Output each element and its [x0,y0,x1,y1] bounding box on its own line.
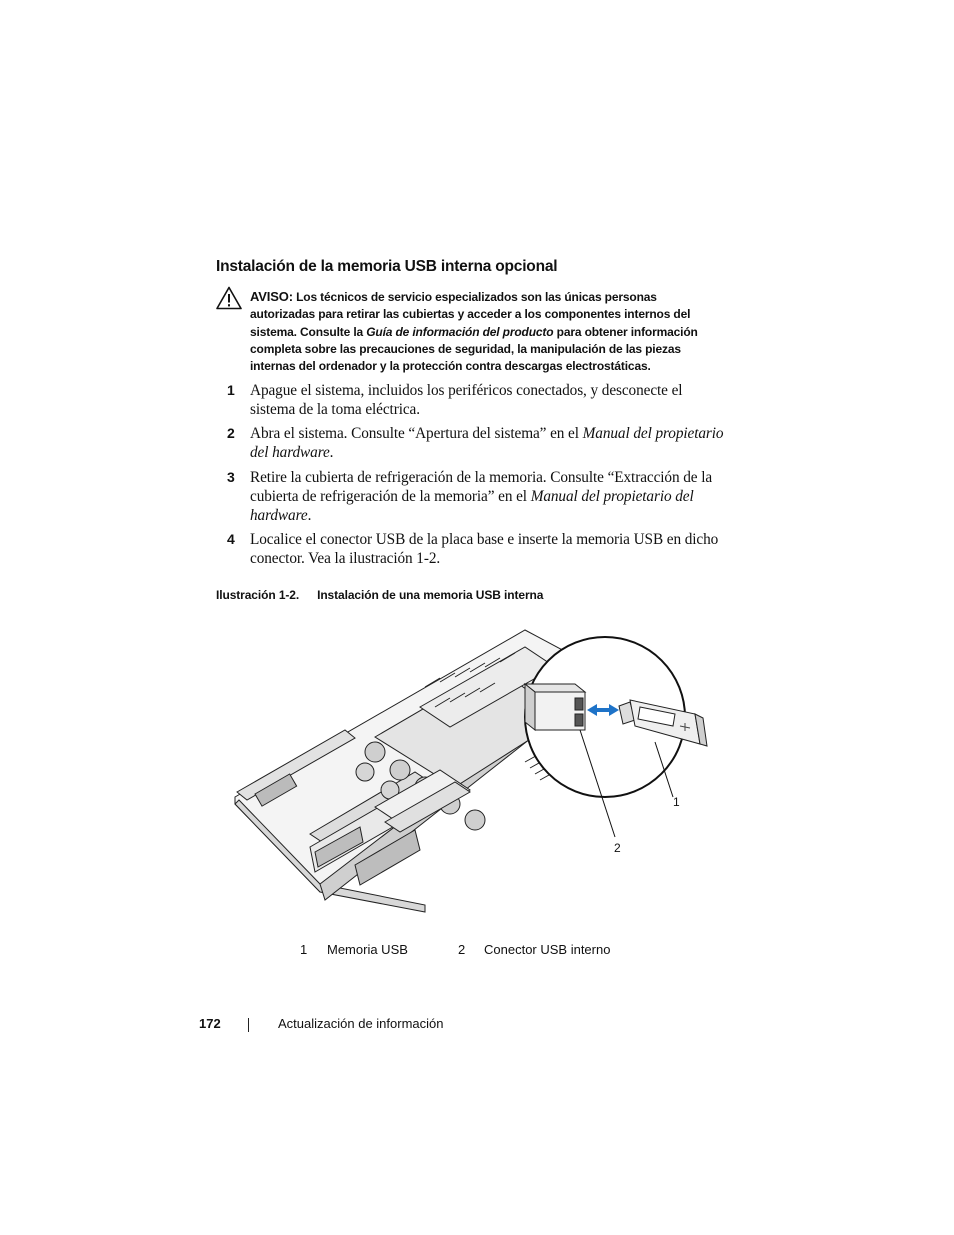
figure-caption [216,588,543,602]
warning-notice [250,288,720,375]
figure-title: Instalación de una memoria USB interna [317,588,544,602]
usb-installation-illustration [225,622,735,922]
legend-num-1: 1 [300,942,308,957]
callout-2: 2 [614,841,621,855]
callout-1: 1 [673,795,680,809]
step-text: Abra el sistema. Consulte “Apertura del sistema” en el Manual del propietario del hardware. [250,425,724,461]
step-text: Apague el sistema, incluidos los periféricos conectados, y desconecte el sistema de la toma eléctrica. [250,382,683,418]
section-title: Instalación de la memoria USB interna opcional [216,258,558,275]
legend-label-1: Memoria USB [327,942,408,957]
footer-divider [248,1018,249,1032]
page-number: 172 [199,1016,221,1031]
legend-num-2: 2 [458,942,466,957]
warning-label: AVISO: [250,289,293,304]
figure-number: Ilustración 1-2. [216,588,300,602]
step-text: Localice el conector USB de la placa base e inserte la memoria USB en dicho conector. Vea la ilustración 1-2. [250,531,719,567]
warning-italic-ref: Guía de información del producto [366,324,554,339]
legend-label-2: Conector USB interno [484,942,611,957]
warning-icon [216,286,242,310]
step-number: 3 [227,469,235,485]
step-number: 4 [227,531,235,547]
warning-text-before: Los técnicos de servicio especializados son las únicas personas autorizadas para retirar las cubiertas y acceder a los componentes internos del sistema. Consulte la [250,290,691,339]
warning-text-after: para obtener información completa sobre las precauciones de seguridad, la manipulación de las piezas internas del ordenador y la protección contra descargas electrostáticas. [250,324,698,374]
step-number: 2 [227,425,235,441]
step-text: Retire la cubierta de refrigeración de la memoria. Consulte “Extracción de la cubierta de refrigeración de la memoria” en el Manual del propietario del hardware. [250,469,713,524]
step-number: 1 [227,382,235,398]
footer-title: Actualización de información [278,1016,444,1031]
